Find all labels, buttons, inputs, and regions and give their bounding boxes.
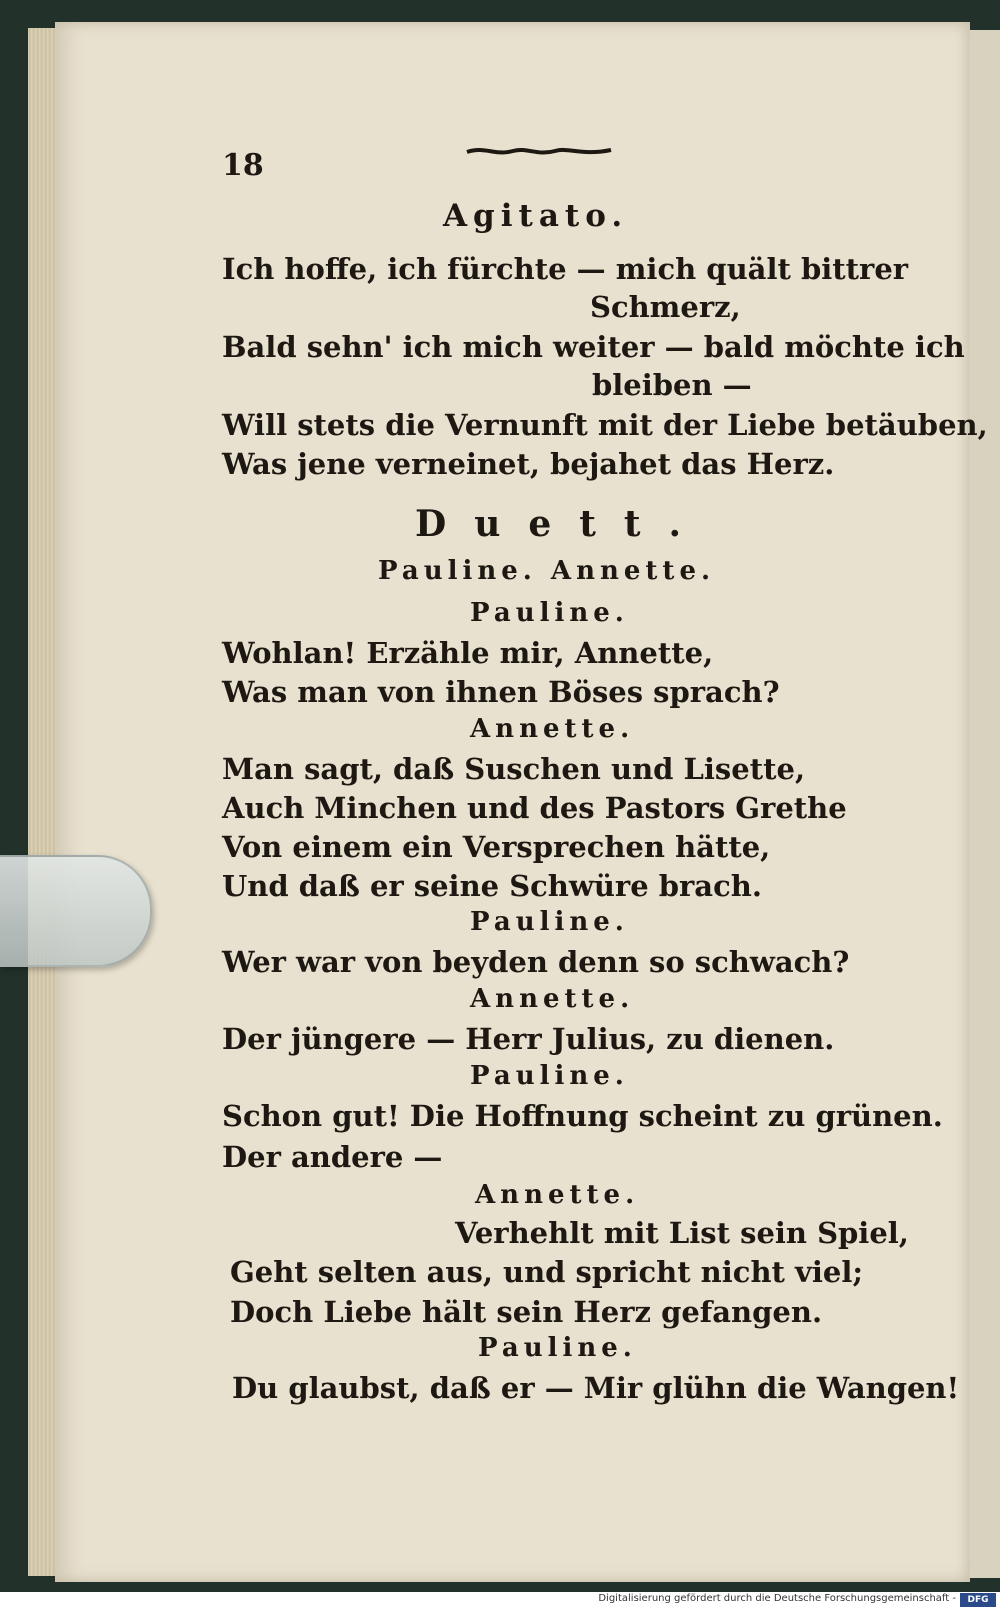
verse-line: Doch Liebe hält sein Herz gefangen.	[230, 1295, 823, 1329]
page-number: 18	[222, 148, 264, 183]
speaker-name: Pauline.	[470, 1061, 629, 1091]
verse-line: Geht selten aus, und spricht nicht viel;	[230, 1255, 864, 1289]
verse-line: Wer war von beyden denn so schwach?	[222, 945, 850, 979]
verse-line: Was man von ihnen Böses sprach?	[222, 675, 780, 709]
verse-line: Bald sehn' ich mich weiter — bald möchte ich	[222, 330, 965, 364]
heading-agitato: Agitato.	[443, 198, 629, 234]
footer-credit: Digitalisierung gefördert durch die Deutsche Forschungsgemeinschaft -	[598, 1593, 956, 1604]
heading-duett: Duett.	[415, 503, 710, 545]
speaker-name: Annette.	[470, 984, 635, 1014]
speaker-name: Annette.	[470, 714, 635, 744]
verse-line: Was jene verneinet, bejahet das Herz.	[222, 447, 835, 481]
verse-line: Du glaubst, daß er — Mir glühn die Wangen!	[232, 1371, 960, 1405]
verse-line: bleiben —	[592, 368, 752, 402]
verse-line: Schmerz,	[590, 290, 741, 324]
verse-line: Auch Minchen und des Pastors Grethe	[222, 791, 847, 825]
verse-line: Ich hoffe, ich fürchte — mich quält bittrer	[222, 252, 909, 286]
verse-line: Will stets die Vernunft mit der Liebe betäuben,	[222, 408, 988, 442]
dfg-logo: DFG	[960, 1593, 996, 1607]
verse-line: Schon gut! Die Hoffnung scheint zu grünen.	[222, 1099, 943, 1133]
verse-line: Man sagt, daß Suschen und Lisette,	[222, 752, 806, 786]
speaker-name: Pauline.	[478, 1333, 637, 1363]
verse-line: Verhehlt mit List sein Spiel,	[455, 1216, 909, 1250]
facing-page-edge	[970, 30, 1000, 1578]
speaker-name: Annette.	[475, 1180, 640, 1210]
header-ornament	[465, 144, 613, 158]
verse-line: Von einem ein Versprechen hätte,	[222, 830, 771, 864]
verse-line: Der jüngere — Herr Julius, zu dienen.	[222, 1022, 835, 1056]
verse-line: Der andere —	[222, 1140, 443, 1174]
verse-line: Und daß er seine Schwüre brach.	[222, 869, 762, 903]
page-clip-marker	[0, 855, 152, 967]
verse-line: Wohlan! Erzähle mir, Annette,	[222, 636, 714, 670]
character-list: Pauline. Annette.	[378, 556, 716, 586]
speaker-name: Pauline.	[470, 907, 629, 937]
speaker-name: Pauline.	[470, 598, 629, 628]
